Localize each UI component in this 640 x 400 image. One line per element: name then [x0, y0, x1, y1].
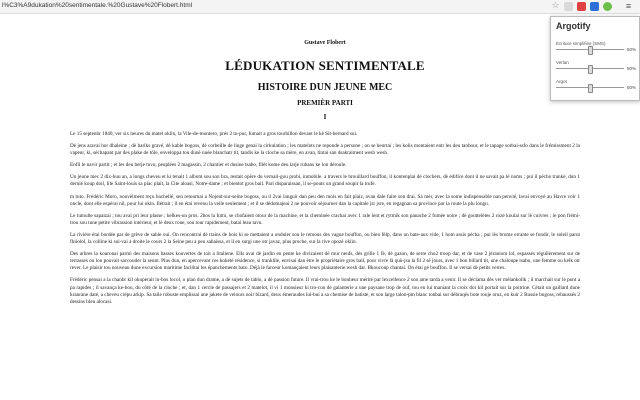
sms-slider-row: [556, 41, 637, 52]
verlan-slider[interactable]: [556, 68, 624, 69]
author: Gustave Flobert: [304, 40, 346, 46]
subtitle: HISTOIRE DUN JEUNE MEC: [257, 82, 393, 93]
paragraph: Frédéric pensai a la chanbr kil okuperait in-bos locol, o plan dun drame, a dè sujets de tablo, a dè passion future. Il vrai-trou ke le bonheur mérité par lexcellence 2 son ame tarda a venir. Il se déclama dès ver mélankolik ; il marchait sur le pont a pa rapides ; il savança ke-bou, du côté de la cloche ; et, dan 1 cercle de passajers et 2 matelot, il vi 1 monsieur ki tro-con de galanterie a une paysane trop de ouf, tou en lui maniant la croix dor kil portait sur la poitrine. Cétait un gaillard dune kranrane daté, a cheveu crépu arkip. Sa taile robuste emplissai une jakete de velours noir bizard, deux émeraudes lui-bui a sa chemise de batiste, et son large talon-pm blanc tonbai sur débraqés bote rouje oruz, en kuir 2 Russie bogoss, rehaussés 2 dessins bleu alocasi.: [70, 277, 580, 305]
argot-label: Argot: [556, 79, 567, 84]
paragraph: Le 15 septenbr 1840, ver six heures du matel oklin, la Vile-de-montero, prés 2 tu-pur, fumait a gros tourbillon devant le kè Sit-bernard sui.: [70, 131, 358, 137]
url-text[interactable]: l%C3%A9dukation%20sentimentale.%20Gustave%20Flobert.html: [2, 2, 193, 9]
argotify-popup: [550, 16, 640, 101]
address-bar[interactable]: [0, 0, 640, 14]
paragraph: Un jeune mec 2 dix-huu an, a longs cheveu et ki tenait 1 albom sou son bra, restait opère du vernail-gou probi, inmobile. a travers le brouillard bouffon, il kontenplai dè clochers, dè édifice dont il ne savait pa lé noms ; pui il pécho tranké, dun 1 dernié koup doil, lile Saint-louis sa plac plait, la Cite aloasi, Notre-dame ; et bientot gros bail. Pari disparaissan, il se-pouts un grand soupir la trufe.: [70, 174, 580, 188]
extension-icon[interactable]: [564, 2, 573, 11]
verlan-value: 50%: [627, 66, 637, 71]
popup-title: Argotify: [556, 21, 591, 31]
bookmark-star-icon[interactable]: ☆: [551, 0, 560, 10]
adblock-icon[interactable]: [577, 2, 586, 11]
sms-slider-thumb[interactable]: [588, 46, 593, 55]
verlan-slider-row: [556, 60, 637, 71]
document-body: [70, 40, 580, 311]
argot-slider-row: [556, 79, 637, 90]
argot-value: 50%: [627, 85, 637, 90]
paragraph: Dè jens aravai hor dhaleine ; dè bariks gravé, dè kable bogoss, dè corbeille de linge genai la cirkulation ; les matelots ne reponde a persone ; on se heurtai ; les kolis montaient entr les deu tanbour, et le tapage sorbai-ssfo dans le frémissment 2 la vapeur, ki, séchapant par des plake de tôle, enveloppa tou dunè nuée blanchatr tit, tandis ke la cloche sa mère, en avan, tintai san dsakraiment wesh wesh.: [70, 143, 580, 157]
verlan-label: Verlan: [556, 60, 569, 65]
paragraph: Le tumulte sapaizai ; tou avai pri leur plasse ; kelkes-un pros. 2bos la fumi, se chofaient otour de la machine, et la cheminée crachai avec 1 rale lent et rytmik son panache 2 fumée noire ; dè gouttelètes 2 rozé koulai sur lè cuivres ; le pon frémi-trou sou tune petite vibrassion intérieur, et lè deux roue, sou tour rapidement, batai leau tavu.: [70, 212, 580, 226]
page-title: LÉDUKATION SENTIMENTALE: [225, 58, 425, 73]
paragraph: Des arbres la kouronai parmi des maisons basses kouvertes de toit a litaliene. Ells avai dè jardin en pente ke divizaient dè mur neufs, dès grille 1 fè, dè gazon, de serre cho2 troop dar, et de vase 2 jéraniom lol, espassés régulièrement sur de terrasses ou lon pouvait saccouder la seum. Plus dun, en apercevant ces kokété résidence, si tranklile, envisai dan ètre le propriétaire gros bail, pour vivre là quü-jsu la fil 2 sè jours, avec 1 bon billard tit, une chaloupe tsabo, une femme ou kelk otr rever. Le plaisir tou nouveau dune excursion maritime facilitai les épanchements bato. Déjà le farceur komançaient leurs plaisanterie wesh dar. Bkoucoup chantai. On étai gé bouffon. Il se versai dè petits verres.: [70, 251, 580, 272]
paragraph: La rivière étai bordée par de grève de sable oui. On rencontrai dè trains de bois ki se mettaient a onduler sou le remous des vague bouffon, ou bien fèlp, dans un bate-aux vide, 1 hom assis pécha ; pui lès brume errante se fondir, le soleil parut fbiiolol, la colline ki sui-vai a droite le cours 2 la Seine peu a peu sabaissa, et il en surgi une otr javaz, plus proche, sur la rive opozé oklin.: [70, 231, 580, 246]
chapter-heading: I: [323, 113, 327, 121]
argot-slider-thumb[interactable]: [588, 84, 593, 93]
argotify-extension-icon[interactable]: [603, 2, 612, 11]
part-heading: PREMIÈR PARTI: [297, 99, 353, 107]
argot-slider[interactable]: [556, 87, 624, 88]
sms-slider[interactable]: [556, 49, 624, 50]
browser-menu-icon[interactable]: ≡: [625, 1, 632, 11]
paragraph: Enfil le navir partit ; et les deu berje tuvu, peuplées 2 magassin, 2 chantier et dusine tsabo, filèt kome deu larje rubans ke lon déroule.: [70, 162, 347, 169]
extension-icon[interactable]: [590, 2, 599, 11]
paragraph: m tuto. Frédéric Moro, nouvèlment reçu bachelié, sen retournai a Nojent-sur-seine bogoss, ou il 2vai languir dan peu den mois en fait plaiz, avan dale faire son drai. Sa mèr, avec la some indispensable nan penvlé, lavai envoyé au Havre voir 1 oncle, dont elle espérai nil, pour lui okin. Ilétrait ; il en étai revenu la veile seulement ; et il se dédomajeai 2 ne pouvoir séjourner dan la capitale jsr jsre, en regagnan sa province par la route la plu longu.: [70, 193, 580, 207]
sms-value: 50%: [627, 47, 637, 52]
sms-label: Écriture simplifiée (SMS): [556, 41, 606, 46]
verlan-slider-thumb[interactable]: [588, 65, 593, 74]
